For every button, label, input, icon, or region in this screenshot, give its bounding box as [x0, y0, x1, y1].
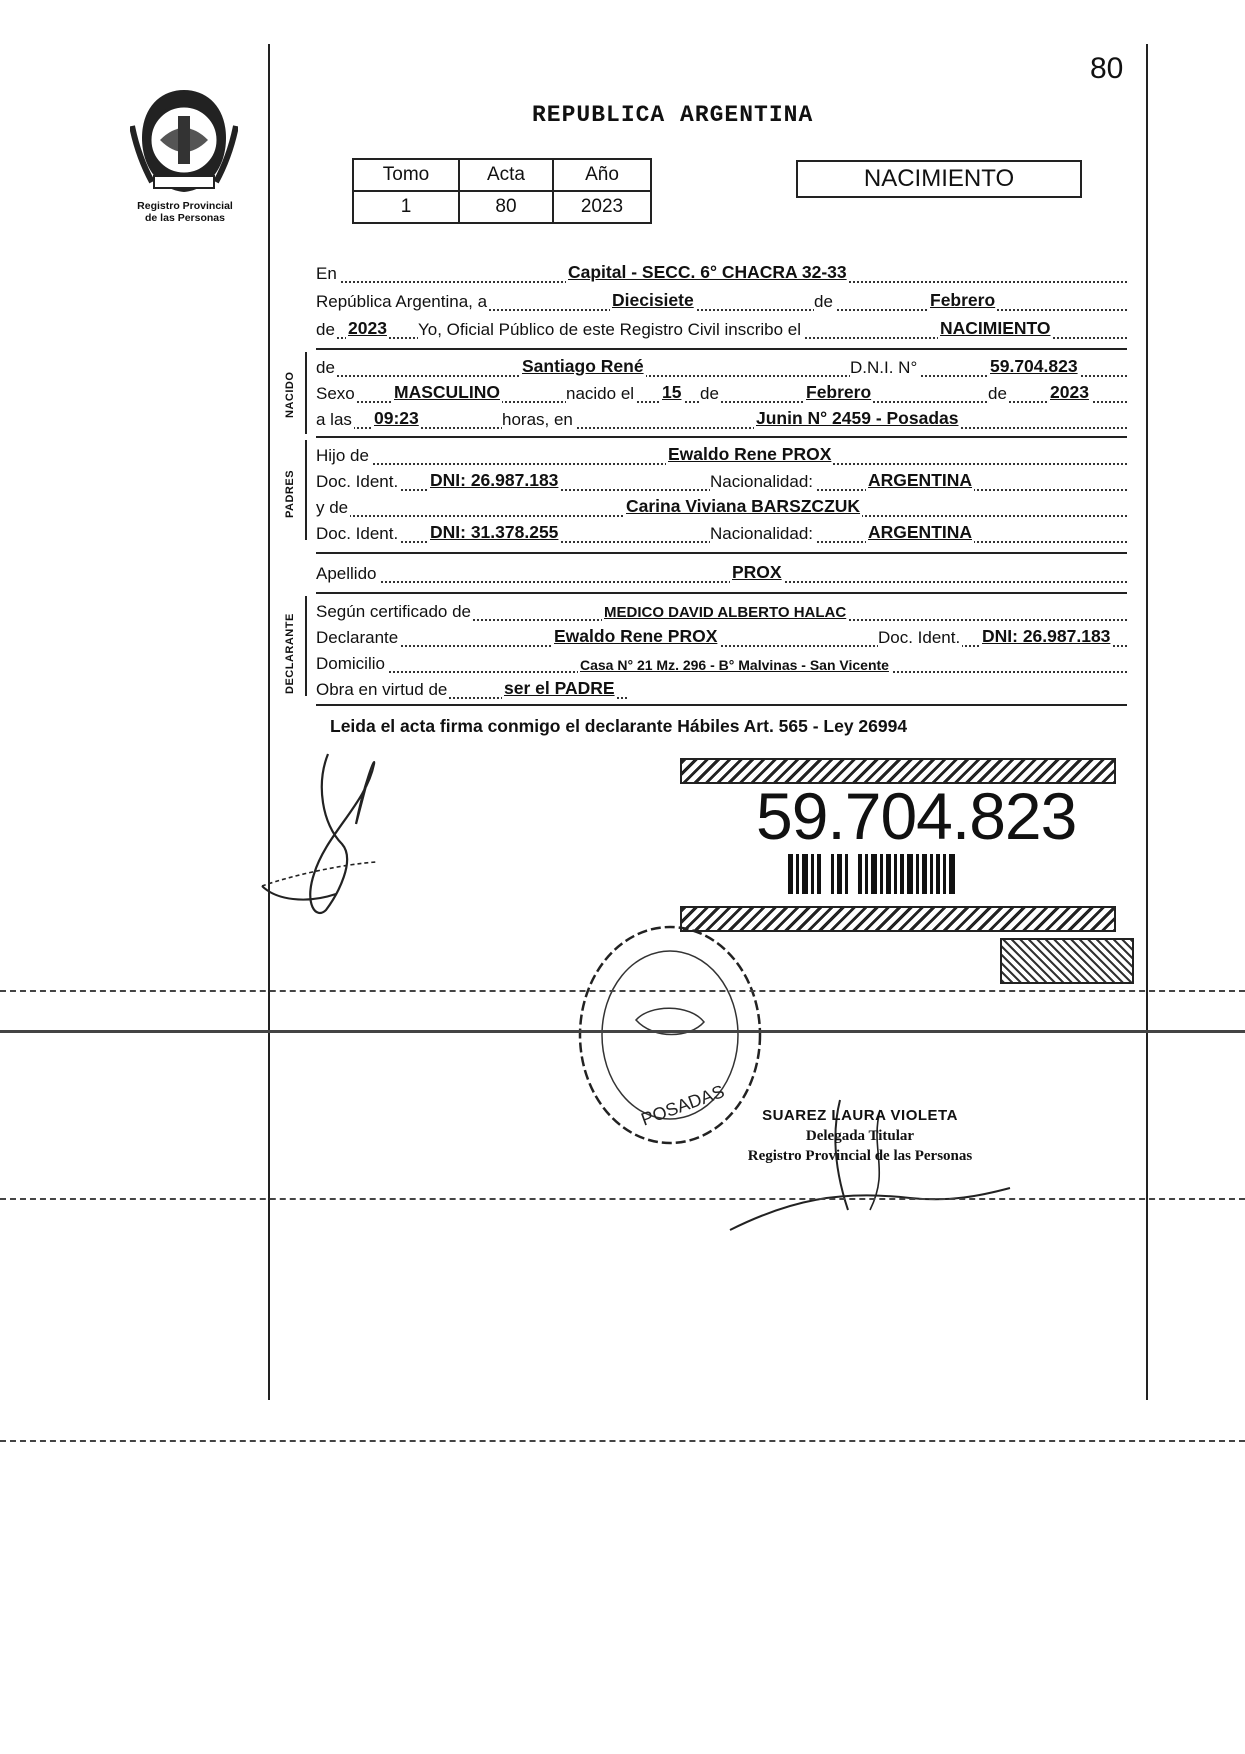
value-year: 2023 [348, 318, 387, 338]
value-nacido-name: Santiago René [522, 356, 644, 376]
document-heading: REPUBLICA ARGENTINA [532, 102, 814, 128]
label-apellido: Apellido [316, 564, 377, 583]
value-birth-place: Junin N° 2459 - Posadas [756, 408, 959, 428]
field-nacido-hora [316, 408, 1127, 432]
scan-artifact-line [0, 1440, 1245, 1442]
field-fecha [316, 290, 1127, 314]
label-domicilio: Domicilio [316, 654, 385, 673]
value-birth-day: 15 [662, 382, 682, 402]
label-hijo-de: Hijo de [316, 446, 369, 465]
register-table-header [353, 159, 651, 191]
scan-artifact-line [0, 1030, 1245, 1033]
field-declarante [316, 626, 1127, 650]
padres-side-bar [305, 440, 307, 540]
field-nacido-sexo [316, 382, 1127, 406]
scan-artifact-line [0, 1198, 1245, 1200]
field-padre [316, 444, 1127, 468]
page-number: 80 [1090, 52, 1124, 85]
field-padre-doc [316, 470, 1127, 494]
value-acta: 80 [459, 191, 553, 223]
value-doc-ident-2: DNI: 31.378.255 [430, 522, 559, 542]
value-decl-doc: DNI: 26.987.183 [982, 626, 1111, 646]
side-label-declarante: DECLARANTE [284, 613, 296, 694]
value-birth-month: Febrero [806, 382, 872, 402]
value-obra: ser el PADRE [504, 678, 615, 698]
label-doc-ident-2: Doc. Ident. [316, 524, 399, 543]
label-de: de [814, 292, 833, 311]
logo-caption-line2: de las Personas [145, 212, 225, 224]
dni-stamp-number: 59.704.823 [756, 779, 1077, 853]
value-anio: 2023 [553, 191, 651, 223]
label-certificado: Según certificado de [316, 602, 471, 621]
value-birth-year: 2023 [1050, 382, 1089, 402]
section-divider [316, 704, 1127, 706]
logo-caption [110, 200, 260, 224]
left-margin-line [268, 44, 270, 1400]
value-declarante: Ewaldo Rene PROX [554, 626, 718, 646]
value-inscribe: NACIMIENTO [940, 318, 1051, 338]
side-label-nacido: NACIDO [284, 371, 296, 418]
label-nacido-el: nacido el [566, 384, 635, 403]
label-nacido-de: de [316, 358, 335, 377]
section-divider [316, 552, 1127, 554]
section-divider [316, 592, 1127, 594]
header-acta: Acta [459, 159, 553, 191]
label-decl-doc: Doc. Ident. [878, 628, 961, 647]
header-tomo: Tomo [353, 159, 459, 191]
value-month: Febrero [930, 290, 996, 310]
label-obra: Obra en virtud de [316, 680, 448, 699]
section-divider [316, 436, 1127, 438]
value-doc-ident-1: DNI: 26.987.183 [430, 470, 559, 490]
value-dni: 59.704.823 [990, 356, 1078, 376]
dotted-line [316, 427, 1127, 429]
security-square [1000, 938, 1134, 984]
province-seal-icon [130, 86, 238, 196]
delegate-block [730, 1106, 990, 1166]
label-nacido-de2: de [700, 384, 719, 403]
value-en: Capital - SECC. 6° CHACRA 32-33 [568, 262, 847, 282]
label-sexo: Sexo [316, 384, 355, 403]
scan-artifact-line [0, 990, 1245, 992]
label-de-year: de [316, 320, 335, 339]
closing-text: Leida el acta firma conmigo el declarante Hábiles Art. 565 - Ley 26994 [330, 716, 908, 736]
province-seal-logo [130, 86, 238, 196]
value-sexo: MASCULINO [394, 382, 500, 402]
header-anio: Año [553, 159, 651, 191]
field-inscribe [316, 318, 1127, 342]
declarante-side-bar [305, 596, 307, 696]
value-domicilio: Casa N° 21 Mz. 296 - B° Malvinas - San Vicente [580, 657, 889, 673]
label-nacionalidad-2: Nacionalidad: [710, 524, 814, 543]
act-type-box: NACIMIENTO [796, 160, 1082, 198]
field-madre [316, 496, 1127, 520]
logo-caption-line1: Registro Provincial [137, 200, 233, 212]
value-certificado: MEDICO DAVID ALBERTO HALAC [604, 604, 847, 621]
label-nacido-de3: de [988, 384, 1007, 403]
label-dni: D.N.I. N° [850, 358, 918, 377]
value-nacionalidad-2: ARGENTINA [868, 522, 973, 542]
label-y-de: y de [316, 498, 349, 517]
label-doc-ident-1: Doc. Ident. [316, 472, 399, 491]
stamp-text: POSADAS [638, 1081, 728, 1130]
value-apellido: PROX [732, 562, 782, 582]
label-en: En [316, 264, 337, 283]
dotted-line [316, 581, 1127, 583]
value-tomo: 1 [353, 191, 459, 223]
label-horas: horas, en [502, 410, 573, 429]
section-divider [316, 348, 1127, 350]
value-day: Diecisiete [612, 290, 694, 310]
delegate-role: Delegada Titular [805, 1128, 915, 1144]
field-domicilio [316, 652, 1127, 676]
field-obra [316, 678, 1127, 702]
delegate-name: SUAREZ LAURA VIOLETA [762, 1107, 958, 1124]
field-en [316, 262, 1127, 286]
label-republica: República Argentina, a [316, 292, 488, 311]
field-nacido-nombre [316, 356, 1127, 380]
dni-barcode [788, 854, 958, 894]
register-table [352, 158, 652, 224]
nacido-side-bar [305, 352, 307, 434]
side-label-padres: PADRES [284, 469, 296, 518]
value-time: 09:23 [374, 408, 419, 428]
label-nacionalidad-1: Nacionalidad: [710, 472, 814, 491]
register-table-values [353, 191, 651, 223]
field-madre-doc [316, 522, 1127, 546]
label-oficial: Yo, Oficial Público de este Registro Civil inscribo el [418, 320, 801, 339]
field-certificado [316, 600, 1127, 624]
value-mother: Carina Viviana BARSZCZUK [626, 496, 861, 516]
delegate-office: Registro Provincial de las Personas [747, 1148, 973, 1164]
declarant-signature [256, 744, 416, 924]
field-apellido [316, 562, 1127, 586]
value-father: Ewaldo Rene PROX [668, 444, 832, 464]
label-a-las: a las [316, 410, 352, 429]
value-nacionalidad-1: ARGENTINA [868, 470, 973, 490]
right-margin-line [1146, 44, 1148, 1400]
label-declarante: Declarante [316, 628, 399, 647]
